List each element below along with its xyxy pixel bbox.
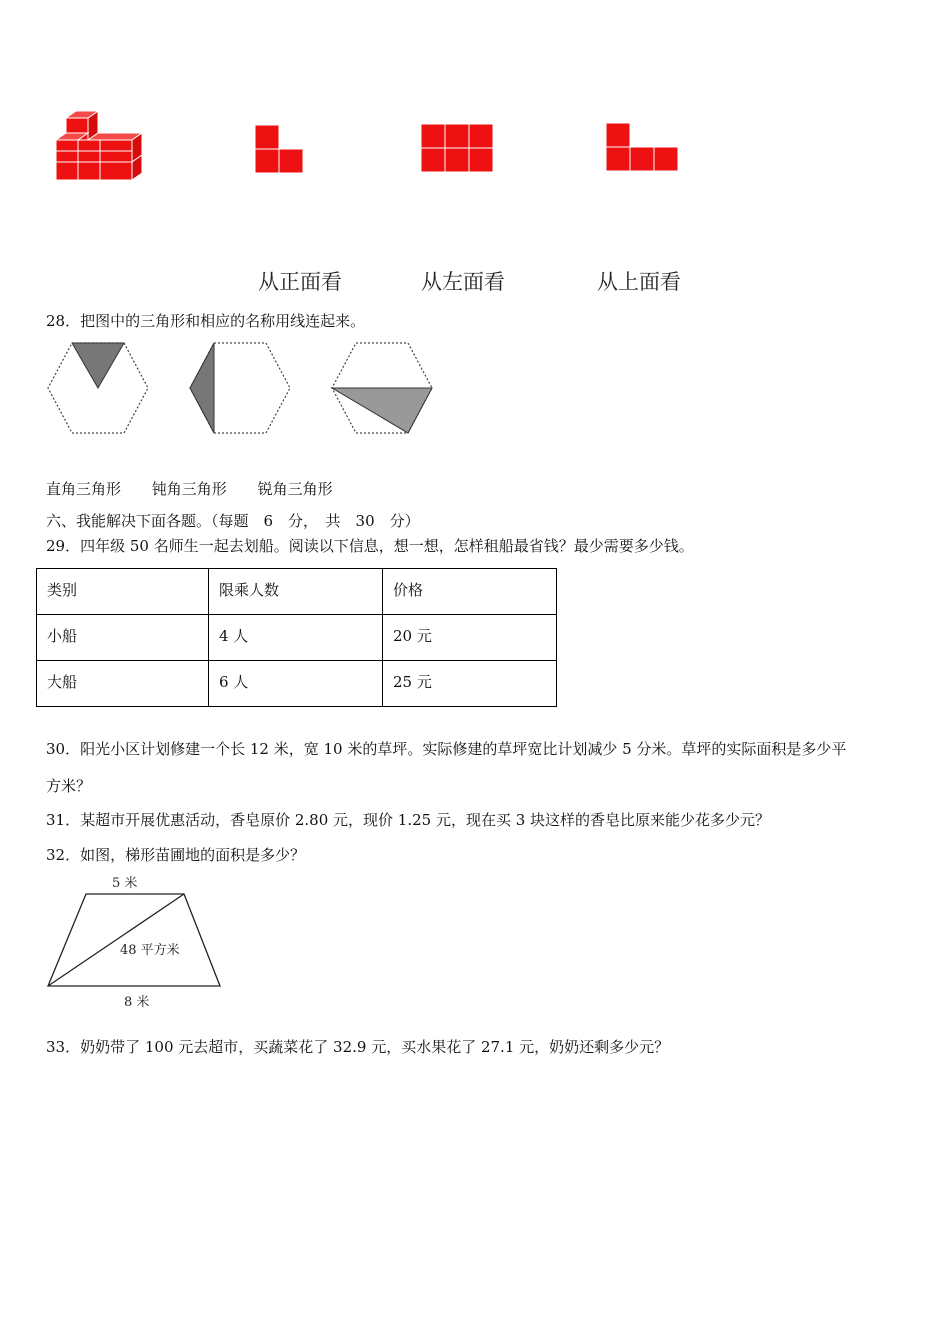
table-header-cell: 价格 [383,569,557,615]
triangle-names [46,478,359,499]
front-view-label: 从正面看 [258,270,342,294]
cube-solid-figure [50,108,152,184]
name-obtuse-triangle: 钝角三角形 [151,480,227,498]
table-cell: 4 人 [209,615,383,661]
table-cell: 大船 [37,661,209,707]
left-view-figure [420,123,494,173]
table-cell: 小船 [37,615,209,661]
table-cell: 20 元 [383,615,557,661]
table-header-cell: 限乘人数 [209,569,383,615]
hexagon-triangle-3 [328,340,436,436]
table-header-cell: 类别 [37,569,209,615]
question-30-line-1: 30．阳光小区计划修建一个长 12 米，宽 10 米的草坪。实际修建的草坪宽比计划减少 5 分米。草坪的实际面积是多少平 [46,740,847,758]
hexagon-triangle-1 [44,340,152,436]
question-28: 28．把图中的三角形和相应的名称用线连起来。 [46,312,366,330]
table-row [37,661,557,707]
trapezoid-area-label: 48 平方米 [120,943,180,958]
question-30-line-2: 方米？ [46,777,92,795]
section-6-title: 六、我能解决下面各题。（每题 6 分， 共 30 分） [46,512,420,530]
left-view-label: 从左面看 [421,270,505,294]
table-row [37,615,557,661]
table-header-row [37,569,557,615]
boat-table [36,568,557,707]
top-view-label: 从上面看 [597,270,681,294]
hexagon-triangle-2 [186,340,294,436]
question-29: 29．四年级 50 名师生一起去划船。阅读以下信息，想一想，怎样租船最省钱？最少需要多少钱。 [46,537,694,555]
front-view-figure [254,124,306,174]
question-33: 33．奶奶带了 100 元去超市，买蔬菜花了 32.9 元，买水果花了 27.1 元，奶奶还剩多少元？ [46,1038,670,1056]
trapezoid-figure [44,870,228,1012]
table-cell: 25 元 [383,661,557,707]
trapezoid-top-label: 5 米 [112,876,138,891]
trapezoid-bottom-label: 8 米 [124,995,150,1010]
question-31: 31．某超市开展优惠活动，香皂原价 2.80 元，现价 1.25 元，现在买 3 块这样的香皂比原来能少花多少元？ [46,811,771,829]
top-view-figure [605,122,681,172]
name-right-triangle: 直角三角形 [46,480,122,498]
question-32: 32．如图，梯形苗圃地的面积是多少？ [46,846,306,864]
name-acute-triangle: 锐角三角形 [257,480,333,498]
table-cell: 6 人 [209,661,383,707]
